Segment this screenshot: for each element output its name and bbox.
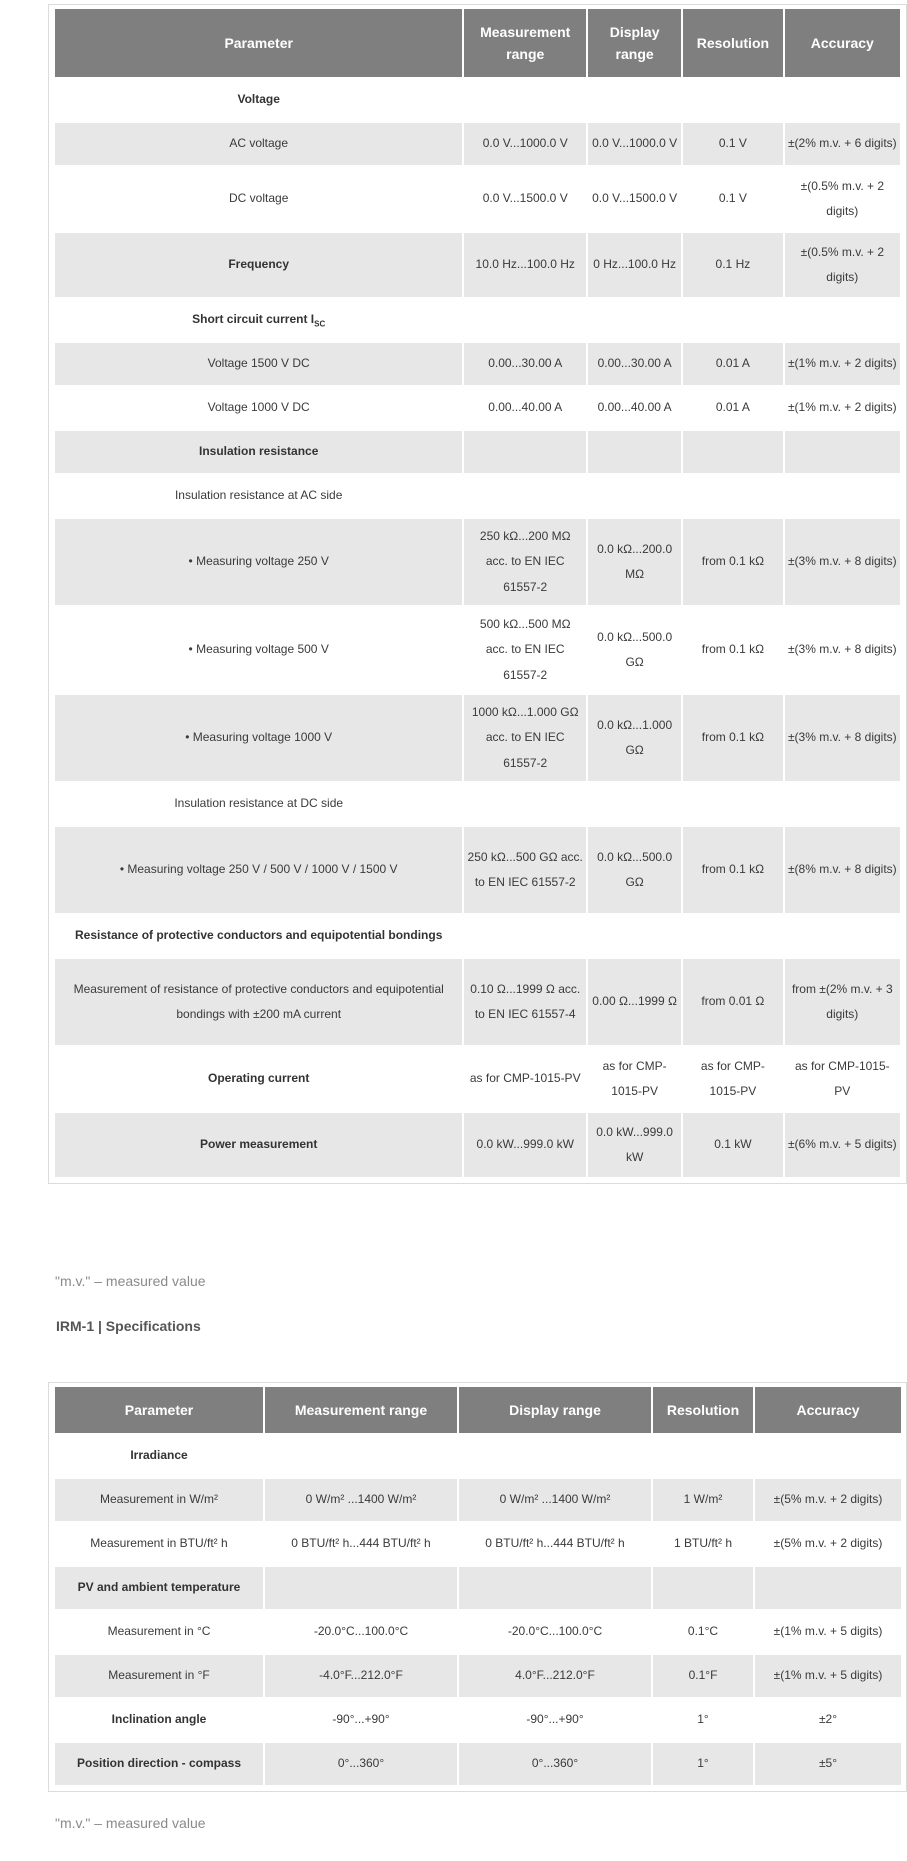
table-row-voltage: [55, 79, 900, 123]
cell-parameter: Measurement in W/m²: [55, 1479, 263, 1523]
cell-accuracy: ±(6% m.v. + 5 digits): [785, 1113, 900, 1179]
cell-resolution: from 0.1 kΩ: [683, 607, 782, 695]
cell-display-range: 0.00 Ω...1999 Ω: [588, 959, 681, 1047]
cell-display-range: -20.0°C...100.0°C: [459, 1611, 651, 1655]
table-2-footnote: "m.v." – measured value: [55, 1815, 206, 1831]
table-row-position-direction-compass: [55, 1743, 901, 1787]
cell-resolution: 0.1 V: [683, 123, 782, 167]
table-row-measurement-btu: [55, 1523, 901, 1567]
header-parameter: Parameter: [55, 9, 462, 79]
cell-parameter: AC voltage: [55, 123, 462, 167]
header-accuracy: Accuracy: [755, 1387, 901, 1435]
table-row-measurement-w-m2: [55, 1479, 901, 1523]
cell-parameter: PV and ambient temperature: [55, 1567, 263, 1611]
cell-resolution: 0.1°F: [653, 1655, 753, 1699]
cell-measurement-range: 10.0 Hz...100.0 Hz: [464, 233, 586, 299]
cell-measurement-range: 250 kΩ...200 MΩ acc. to EN IEC 61557-2: [464, 519, 586, 607]
cell-accuracy: [785, 299, 900, 343]
table-row-insulation-ac-side: [55, 475, 900, 519]
cell-parameter: [55, 299, 462, 343]
cell-measurement-range: 0.0 V...1500.0 V: [464, 167, 586, 233]
cell-parameter: Voltage 1000 V DC: [55, 387, 462, 431]
specs-table-2-frame: [48, 1382, 907, 1792]
cell-parameter: Operating current: [55, 1047, 462, 1113]
table-row-dc-voltage: [55, 167, 900, 233]
table-row-ac-voltage: [55, 123, 900, 167]
cell-measurement-range: 0.00...40.00 A: [464, 387, 586, 431]
cell-parameter: • Measuring voltage 250 V / 500 V / 1000 V / 1500 V: [55, 827, 462, 915]
cell-parameter: Frequency: [55, 233, 462, 299]
cell-resolution: 0.1 V: [683, 167, 782, 233]
cell-display-range: [459, 1567, 651, 1611]
table-row-operating-current: [55, 1047, 900, 1113]
cell-accuracy: ±2°: [755, 1699, 901, 1743]
cell-measurement-range: -90°...+90°: [265, 1699, 457, 1743]
cell-measurement-range: [464, 475, 586, 519]
table-row-protective-conductors: [55, 915, 900, 959]
cell-resolution: 0.01 A: [683, 387, 782, 431]
header-display-range: Display range: [459, 1387, 651, 1435]
header-display-range: Display range: [588, 9, 681, 79]
cell-measurement-range: [265, 1435, 457, 1479]
cell-measurement-range: [265, 1567, 457, 1611]
cell-parameter: Measurement of resistance of protective conductors and equipotential bondings with ±200 mA current: [55, 959, 462, 1047]
cell-display-range: [588, 475, 681, 519]
table-1-footnote: "m.v." – measured value: [55, 1273, 206, 1289]
cell-parameter: Resistance of protective conductors and equipotential bondings: [55, 915, 462, 959]
cell-display-range: [588, 299, 681, 343]
cell-measurement-range: [464, 79, 586, 123]
cell-resolution: from 0.1 kΩ: [683, 827, 782, 915]
cell-display-range: 0.00...40.00 A: [588, 387, 681, 431]
cell-resolution: 1 W/m²: [653, 1479, 753, 1523]
cell-measurement-range: as for CMP-1015-PV: [464, 1047, 586, 1113]
cell-accuracy: ±(3% m.v. + 8 digits): [785, 519, 900, 607]
cell-parameter: Insulation resistance at AC side: [55, 475, 462, 519]
cell-resolution: [683, 431, 782, 475]
cell-accuracy: as for CMP-1015-PV: [785, 1047, 900, 1113]
cell-resolution: 1°: [653, 1699, 753, 1743]
cell-measurement-range: 500 kΩ...500 MΩ acc. to EN IEC 61557-2: [464, 607, 586, 695]
table-header-row: [55, 9, 900, 79]
cell-accuracy: [785, 79, 900, 123]
cell-parameter: Inclination angle: [55, 1699, 263, 1743]
cell-display-range: 0.0 V...1000.0 V: [588, 123, 681, 167]
table-row-measuring-voltage-dc-all: [55, 827, 900, 915]
cell-parameter: Measurement in BTU/ft² h: [55, 1523, 263, 1567]
header-resolution: Resolution: [683, 9, 782, 79]
cell-display-range: 0 BTU/ft² h...444 BTU/ft² h: [459, 1523, 651, 1567]
cell-accuracy: [785, 915, 900, 959]
cell-display-range: 0.0 kW...999.0 kW: [588, 1113, 681, 1179]
specs-table-1-container: [48, 4, 907, 1184]
cell-accuracy: ±(3% m.v. + 8 digits): [785, 695, 900, 783]
cell-parameter: • Measuring voltage 250 V: [55, 519, 462, 607]
header-measurement-range: Measurement range: [265, 1387, 457, 1435]
cell-parameter: DC voltage: [55, 167, 462, 233]
table-row-measuring-voltage-1000v: [55, 695, 900, 783]
header-accuracy: Accuracy: [785, 9, 900, 79]
cell-resolution: 0.1°C: [653, 1611, 753, 1655]
cell-measurement-range: 1000 kΩ...1.000 GΩ acc. to EN IEC 61557-2: [464, 695, 586, 783]
cell-measurement-range: [464, 431, 586, 475]
specs-table-2: [53, 1387, 903, 1787]
header-resolution: Resolution: [653, 1387, 753, 1435]
cell-resolution: [683, 783, 782, 827]
cell-resolution: from 0.01 Ω: [683, 959, 782, 1047]
cell-parameter-text: Short circuit current I: [192, 312, 315, 327]
cell-accuracy: ±(5% m.v. + 2 digits): [755, 1479, 901, 1523]
cell-measurement-range: [464, 915, 586, 959]
cell-parameter: Insulation resistance: [55, 431, 462, 475]
cell-measurement-range: 0 BTU/ft² h...444 BTU/ft² h: [265, 1523, 457, 1567]
cell-measurement-range: 0°...360°: [265, 1743, 457, 1787]
cell-display-range: 0.0 kΩ...1.000 GΩ: [588, 695, 681, 783]
cell-display-range: 0.0 kΩ...500.0 GΩ: [588, 607, 681, 695]
table-row-measuring-voltage-250v: [55, 519, 900, 607]
cell-resolution: 1°: [653, 1743, 753, 1787]
specs-table-1-frame: [48, 4, 907, 1184]
table-row-insulation-resistance: [55, 431, 900, 475]
cell-accuracy: from ±(2% m.v. + 3 digits): [785, 959, 900, 1047]
cell-measurement-range: [464, 299, 586, 343]
cell-parameter: Measurement in °C: [55, 1611, 263, 1655]
cell-accuracy: ±5°: [755, 1743, 901, 1787]
cell-parameter: Voltage: [55, 79, 462, 123]
cell-parameter: Power measurement: [55, 1113, 462, 1179]
cell-display-range: [459, 1435, 651, 1479]
cell-resolution: [683, 299, 782, 343]
cell-measurement-range: 0.0 kW...999.0 kW: [464, 1113, 586, 1179]
cell-accuracy: ±(8% m.v. + 8 digits): [785, 827, 900, 915]
specs-table-1: [53, 9, 902, 1179]
cell-measurement-range: -4.0°F...212.0°F: [265, 1655, 457, 1699]
cell-display-range: as for CMP-1015-PV: [588, 1047, 681, 1113]
cell-display-range: 0°...360°: [459, 1743, 651, 1787]
cell-accuracy: ±(0.5% m.v. + 2 digits): [785, 233, 900, 299]
cell-display-range: 0.0 V...1500.0 V: [588, 167, 681, 233]
cell-measurement-range: 0.0 V...1000.0 V: [464, 123, 586, 167]
cell-display-range: [588, 431, 681, 475]
header-measurement-range: Measurement range: [464, 9, 586, 79]
table-row-frequency: [55, 233, 900, 299]
cell-resolution: 0.01 A: [683, 343, 782, 387]
cell-accuracy: ±(1% m.v. + 2 digits): [785, 387, 900, 431]
cell-accuracy: ±(3% m.v. + 8 digits): [785, 607, 900, 695]
cell-display-range: 0 Hz...100.0 Hz: [588, 233, 681, 299]
specs-table-2-container: [48, 1382, 907, 1792]
cell-measurement-range: 0.10 Ω...1999 Ω acc. to EN IEC 61557-4: [464, 959, 586, 1047]
cell-display-range: 0.0 kΩ...500.0 GΩ: [588, 827, 681, 915]
table-header-row: [55, 1387, 901, 1435]
table-row-insulation-dc-side: [55, 783, 900, 827]
table-row-measurement-celsius: [55, 1611, 901, 1655]
cell-accuracy: [755, 1435, 901, 1479]
cell-resolution: [653, 1435, 753, 1479]
cell-measurement-range: [464, 783, 586, 827]
cell-accuracy: ±(1% m.v. + 5 digits): [755, 1611, 901, 1655]
table-row-irradiance: [55, 1435, 901, 1479]
cell-display-range: 4.0°F...212.0°F: [459, 1655, 651, 1699]
cell-accuracy: ±(0.5% m.v. + 2 digits): [785, 167, 900, 233]
cell-accuracy: ±(1% m.v. + 5 digits): [755, 1655, 901, 1699]
cell-parameter: Measurement in °F: [55, 1655, 263, 1699]
cell-resolution: 1 BTU/ft² h: [653, 1523, 753, 1567]
cell-measurement-range: 0.00...30.00 A: [464, 343, 586, 387]
cell-display-range: 0.00...30.00 A: [588, 343, 681, 387]
cell-display-range: -90°...+90°: [459, 1699, 651, 1743]
cell-resolution: 0.1 Hz: [683, 233, 782, 299]
cell-display-range: 0 W/m² ...1400 W/m²: [459, 1479, 651, 1523]
table-row-measurement-fahrenheit: [55, 1655, 901, 1699]
subscript-sc: SC: [314, 319, 326, 329]
table-row-power-measurement: [55, 1113, 900, 1179]
table-row-inclination-angle: [55, 1699, 901, 1743]
cell-parameter: Position direction - compass: [55, 1743, 263, 1787]
cell-resolution: from 0.1 kΩ: [683, 695, 782, 783]
table-row-short-circuit-current: [55, 299, 900, 343]
table-row-voltage-1500v-dc: [55, 343, 900, 387]
cell-display-range: [588, 79, 681, 123]
cell-display-range: [588, 915, 681, 959]
cell-parameter: • Measuring voltage 500 V: [55, 607, 462, 695]
cell-accuracy: ±(5% m.v. + 2 digits): [755, 1523, 901, 1567]
cell-resolution: [683, 475, 782, 519]
cell-parameter: Insulation resistance at DC side: [55, 783, 462, 827]
cell-parameter: Voltage 1500 V DC: [55, 343, 462, 387]
cell-measurement-range: -20.0°C...100.0°C: [265, 1611, 457, 1655]
cell-accuracy: [785, 475, 900, 519]
cell-parameter: Irradiance: [55, 1435, 263, 1479]
table-row-resistance-measurement: [55, 959, 900, 1047]
table-row-voltage-1000v-dc: [55, 387, 900, 431]
cell-resolution: from 0.1 kΩ: [683, 519, 782, 607]
cell-accuracy: [755, 1567, 901, 1611]
cell-accuracy: [785, 783, 900, 827]
cell-accuracy: [785, 431, 900, 475]
section-heading: IRM-1 | Specifications: [56, 1318, 201, 1334]
table-row-pv-ambient-temperature: [55, 1567, 901, 1611]
cell-display-range: 0.0 kΩ...200.0 MΩ: [588, 519, 681, 607]
cell-accuracy: ±(2% m.v. + 6 digits): [785, 123, 900, 167]
cell-parameter: • Measuring voltage 1000 V: [55, 695, 462, 783]
cell-resolution: [683, 79, 782, 123]
cell-display-range: [588, 783, 681, 827]
header-parameter: Parameter: [55, 1387, 263, 1435]
cell-resolution: 0.1 kW: [683, 1113, 782, 1179]
cell-measurement-range: 250 kΩ...500 GΩ acc. to EN IEC 61557-2: [464, 827, 586, 915]
table-row-measuring-voltage-500v: [55, 607, 900, 695]
cell-resolution: as for CMP-1015-PV: [683, 1047, 782, 1113]
cell-accuracy: ±(1% m.v. + 2 digits): [785, 343, 900, 387]
cell-resolution: [683, 915, 782, 959]
cell-measurement-range: 0 W/m² ...1400 W/m²: [265, 1479, 457, 1523]
cell-resolution: [653, 1567, 753, 1611]
